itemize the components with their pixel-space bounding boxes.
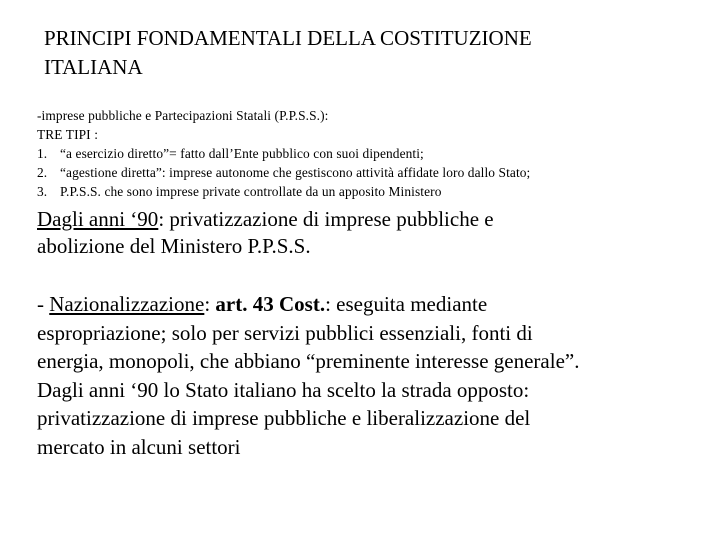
list-item-number: 1. [37, 146, 48, 161]
list-item [37, 144, 707, 163]
intro-block [37, 106, 707, 201]
paragraph-line [37, 206, 707, 233]
slide-title [44, 24, 684, 82]
paragraph-line: abolizione del Ministero P.P.S.S. [37, 234, 311, 258]
list-item-number: 2. [37, 165, 48, 180]
paragraph-nationalization [37, 290, 707, 461]
paragraph-line: privatizzazione di imprese pubbliche e liberalizzazione del [37, 406, 531, 430]
paragraph-line: mercato in alcuni settori [37, 434, 241, 459]
list-item [37, 163, 707, 182]
list-item-number: 3. [37, 184, 48, 199]
intro-line-1: -imprese pubbliche e Partecipazioni Statali (P.P.S.S.): [37, 108, 329, 123]
list-item-text: “a esercizio diretto”= fatto dall’Ente pubblico con suoi dipendenti; [60, 146, 424, 161]
dash: - [37, 292, 50, 316]
underlined-term: Nazionalizzazione [49, 292, 205, 316]
underlined-phrase: Dagli anni ‘90 [37, 207, 159, 231]
paragraph-line: Dagli anni ‘90 lo Stato italiano ha scelto la strada opposto: [37, 377, 530, 402]
list-item [37, 182, 707, 201]
bold-reference: art. 43 Cost. [215, 292, 326, 316]
title-line-2: ITALIANA [44, 55, 143, 79]
list-item-text: “agestione diretta”: imprese autonome che gestiscono attività affidate loro dallo Stato; [60, 165, 531, 180]
paragraph-line [37, 290, 707, 319]
title-line-1: PRINCIPI FONDAMENTALI DELLA COSTITUZIONE [44, 26, 532, 50]
paragraph-text: : eseguita mediante [325, 292, 488, 316]
colon: : [204, 292, 216, 316]
list-item-text: P.P.S.S. che sono imprese private controllate da un apposito Ministero [60, 184, 442, 199]
paragraph-line: espropriazione; solo per servizi pubblici essenziali, fonti di [37, 320, 533, 345]
paragraph-text: : privatizzazione di imprese pubbliche e [158, 207, 494, 231]
paragraph-line: energia, monopoli, che abbiano “preminente interesse generale”. [37, 349, 580, 373]
intro-line-2: TRE TIPI : [37, 127, 99, 142]
paragraph-privatization [37, 206, 707, 260]
